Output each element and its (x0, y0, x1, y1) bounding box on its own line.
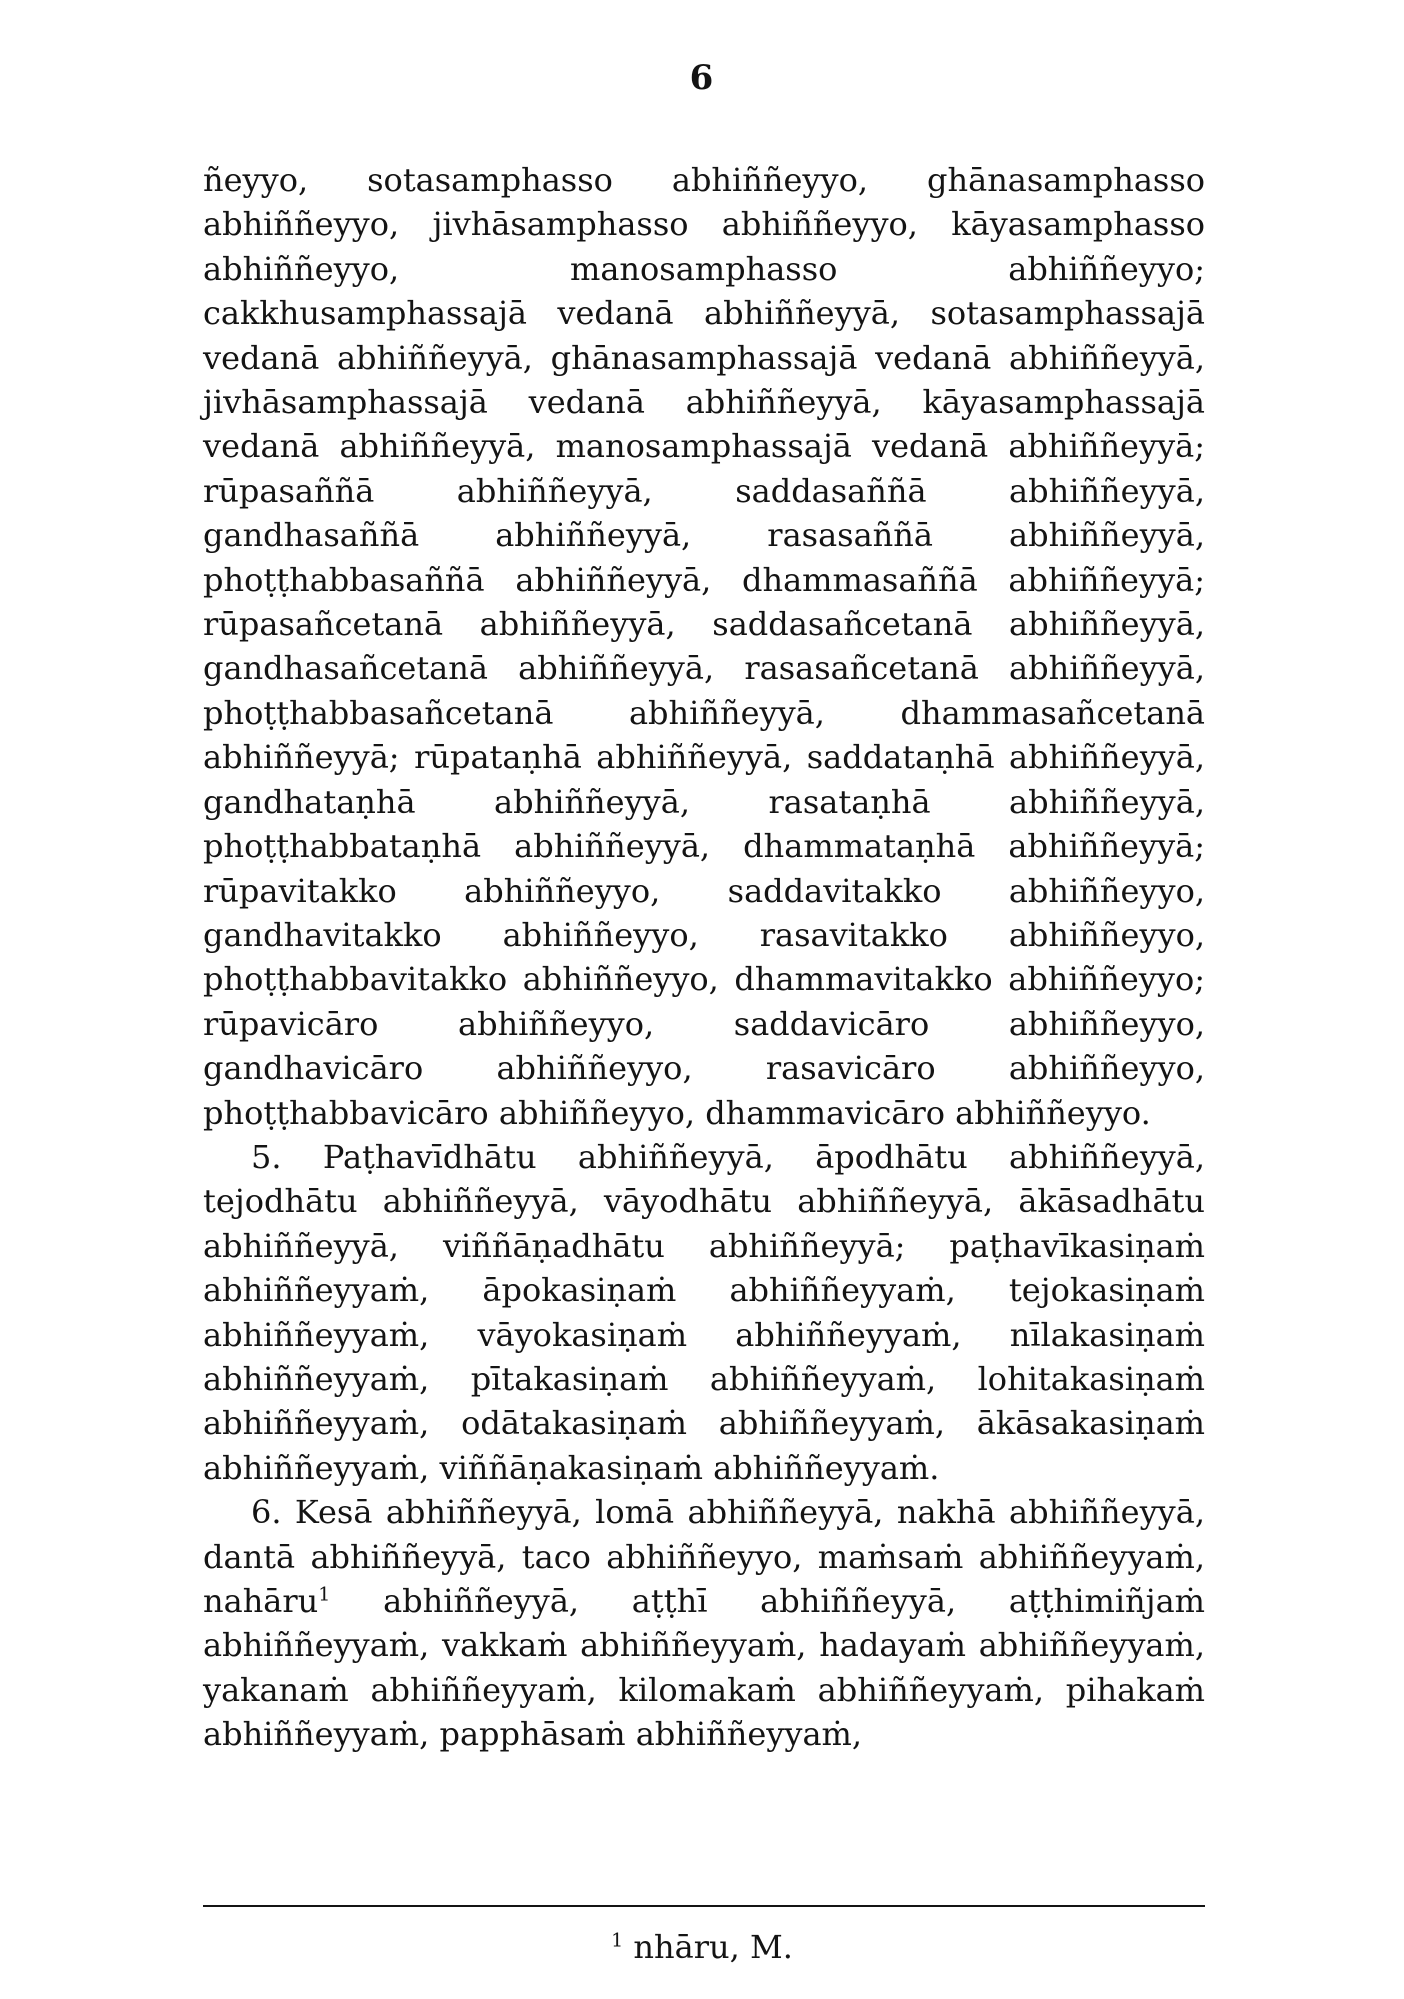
paragraph-continued: ñeyyo, sotasamphasso abhiññeyyo, ghānasamphasso abhiññeyyo, jivhāsamphasso abhiññeyyo, kāyasamphasso abhiññeyyo, manosamphasso abhiññeyyo; cakkhusamphassajā vedanā abhiññeyyā, sotasamphassajā vedanā abhiññeyyā, ghānasamphassajā vedanā abhiññeyyā, jivhāsamphassajā vedanā abhiññeyyā, kāyasamphassajā vedanā abhiññeyyā, manosamphassajā vedanā abhiññeyyā; rūpasaññā abhiññeyyā, saddasaññā abhiññeyyā, gandhasaññā abhiññeyyā, rasasaññā abhiññeyyā, phoṭṭhabbasaññā abhiññeyyā, dhammasaññā abhiññeyyā; rūpasañcetanā abhiññeyyā, saddasañcetanā abhiññeyyā, gandhasañcetanā abhiññeyyā, rasasañcetanā abhiññeyyā, phoṭṭhabbasañcetanā abhiññeyyā, dhammasañcetanā abhiññeyyā; rūpataṇhā abhiññeyyā, saddataṇhā abhiññeyyā, gandhataṇhā abhiññeyyā, rasataṇhā abhiññeyyā, phoṭṭhabbataṇhā abhiññeyyā, dhammataṇhā abhiññeyyā; rūpavitakko abhiññeyyo, saddavitakko abhiññeyyo, gandhavitakko abhiññeyyo, rasavitakko abhiññeyyo, phoṭṭhabbavitakko abhiññeyyo, dhammavitakko abhiññeyyo; rūpavicāro abhiññeyyo, saddavicāro abhiññeyyo, gandhavicāro abhiññeyyo, rasavicāro abhiññeyyo, phoṭṭhabbavicāro abhiññeyyo, dhammavicāro abhiññeyyo. (203, 161, 1205, 1132)
body-text (203, 158, 1205, 1757)
paragraph-6-text-end: abhiññeyyā, aṭṭhī abhiññeyyā, aṭṭhimiñjaṁ abhiññeyyaṁ, vakkaṁ abhiññeyyaṁ, hadayaṁ abhiññeyyaṁ, yakanaṁ abhiññeyyaṁ, kilomakaṁ abhiññeyyaṁ, pihakaṁ abhiññeyyaṁ, papphāsaṁ abhiññeyyaṁ, (203, 1582, 1205, 1754)
page-number: 6 (689, 58, 715, 98)
footnote-text: nhāru, M. (633, 1928, 793, 1966)
footnote (0, 1927, 1404, 1967)
paragraph-6 (203, 1490, 1205, 1756)
paragraph-6-text-start: 6. Kesā abhiññeyyā, lomā abhiññeyyā, nakhā abhiññeyyā, dantā abhiññeyyā, taco abhiññeyyo, maṁsaṁ abhiññeyyaṁ, nahāru (203, 1493, 1205, 1620)
paragraph-5: 5. Paṭhavīdhātu abhiññeyyā, āpodhātu abhiññeyyā, tejodhātu abhiññeyyā, vāyodhātu abhiññeyyā, ākāsadhātu abhiññeyyā, viññāṇadhātu abhiññeyyā; paṭhavīkasiṇaṁ abhiññeyyaṁ, āpokasiṇaṁ abhiññeyyaṁ, tejokasiṇaṁ abhiññeyyaṁ, vāyokasiṇaṁ abhiññeyyaṁ, nīlakasiṇaṁ abhiññeyyaṁ, pītakasiṇaṁ abhiññeyyaṁ, lohitakasiṇaṁ abhiññeyyaṁ, odātakasiṇaṁ abhiññeyyaṁ, ākāsakasiṇaṁ abhiññeyyaṁ, viññāṇakasiṇaṁ abhiññeyyaṁ. (203, 1137, 1205, 1487)
footnote-mark: 1 (611, 1929, 624, 1952)
footnote-reference-mark: 1 (318, 1583, 331, 1606)
footnote-divider (203, 1905, 1205, 1907)
